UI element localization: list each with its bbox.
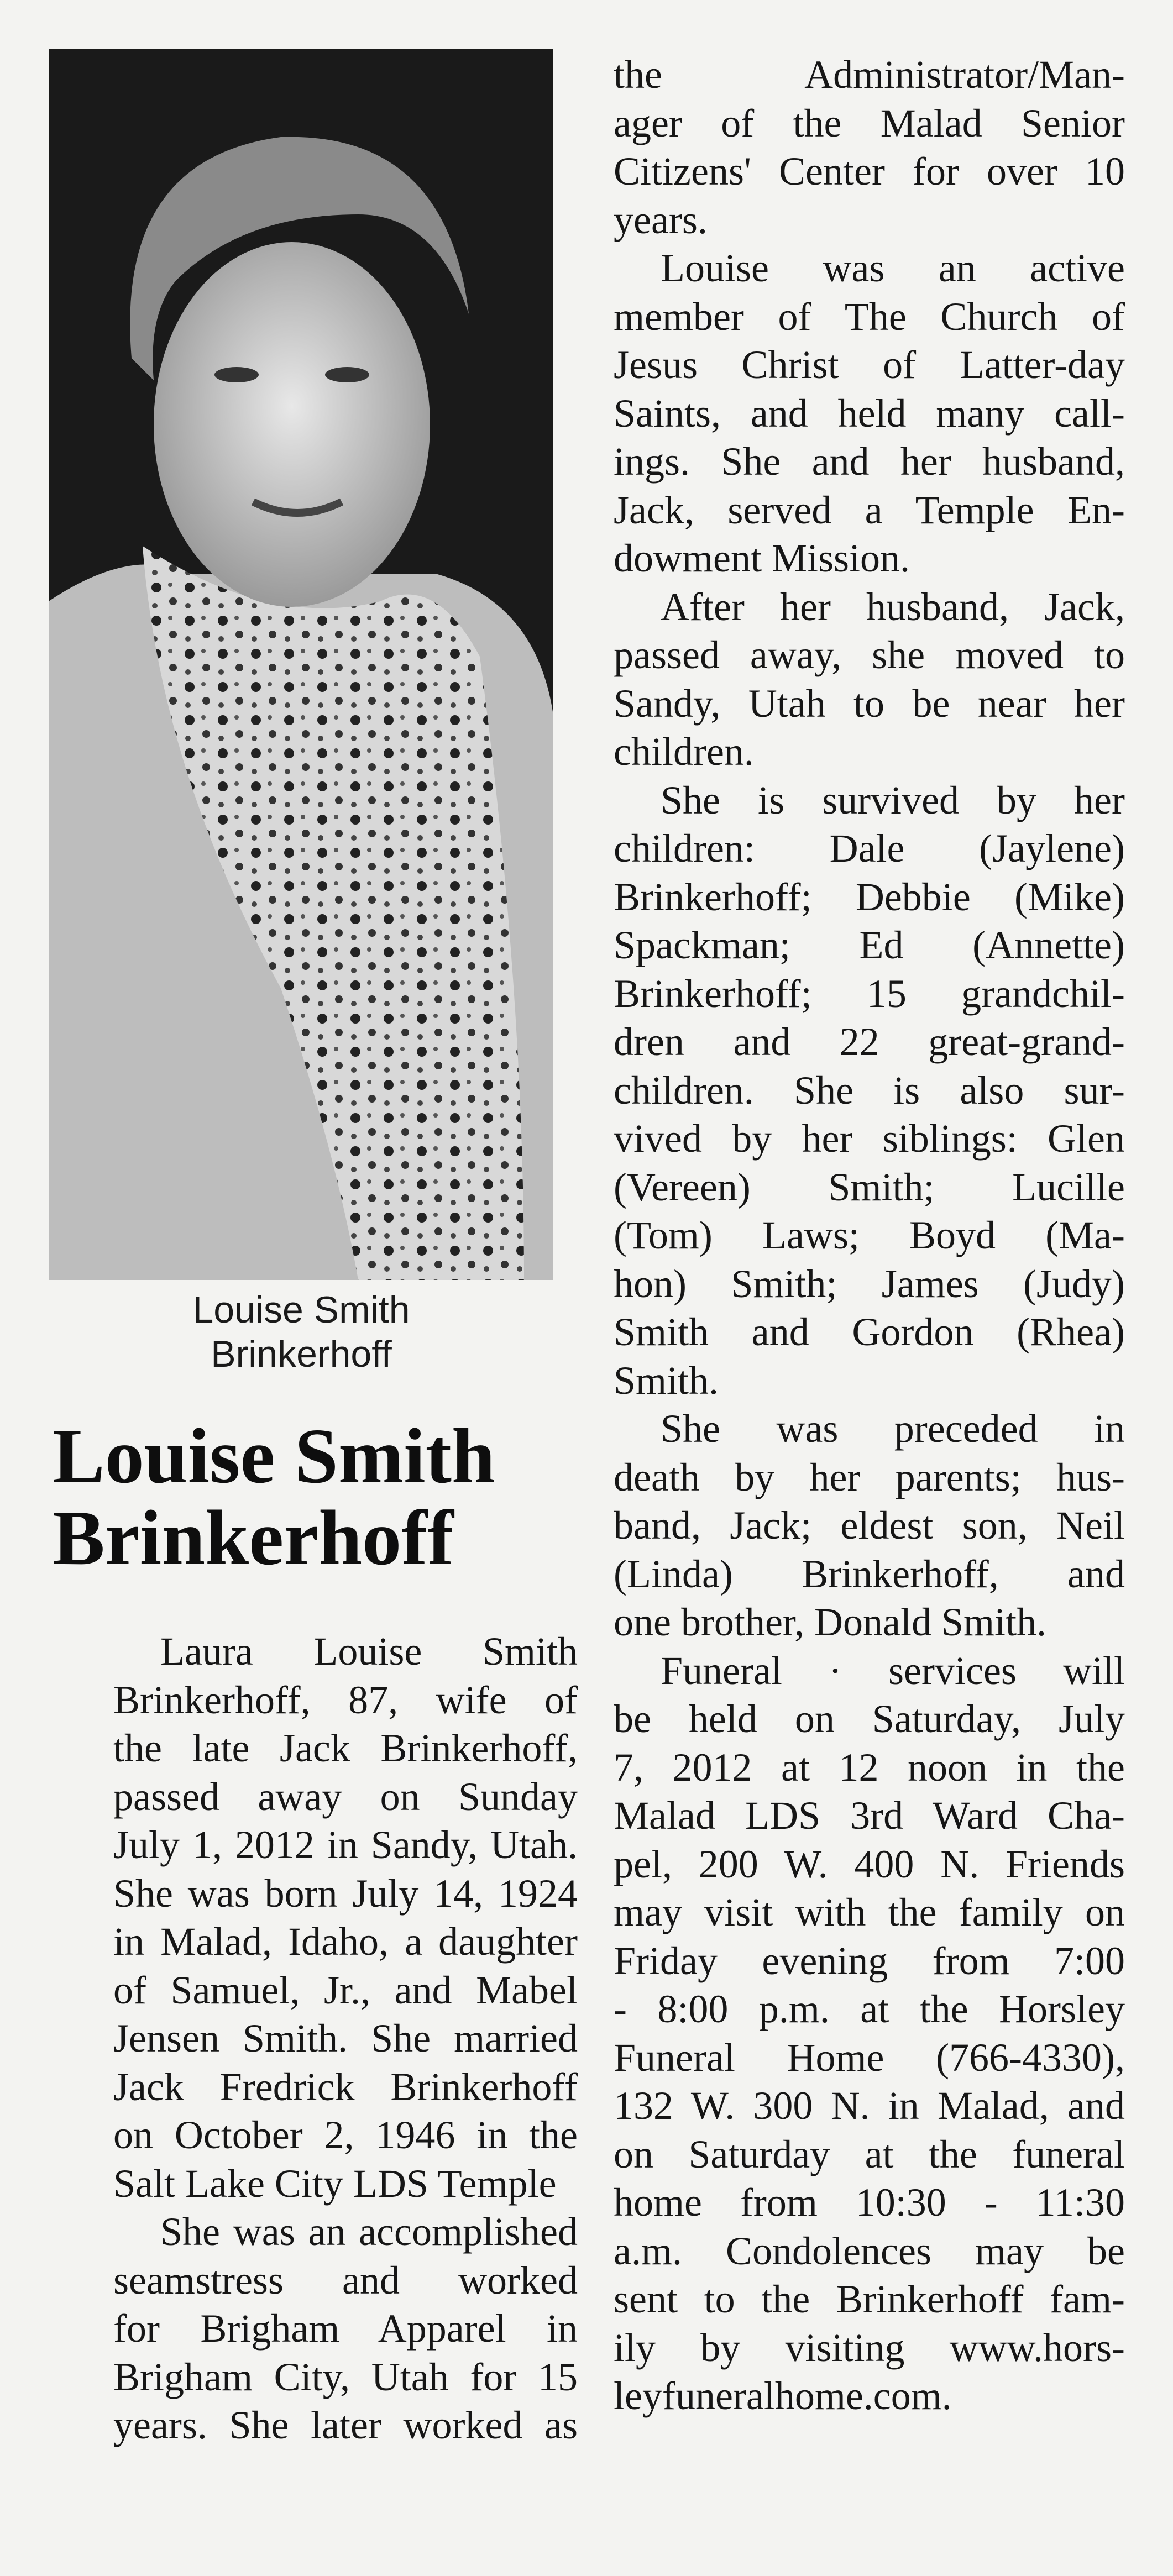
- title-line: Brinkerhoff: [53, 1494, 454, 1581]
- text-line: Funeral · services will: [661, 1648, 1125, 1693]
- text-line: Spackman; Ed (Annette): [614, 923, 1125, 967]
- text-line: (Vereen) Smith; Lucille: [614, 1164, 1125, 1209]
- text-line: She was born July 14, 1924: [113, 1871, 578, 1916]
- text-line: Jack, served a Temple En-: [614, 487, 1125, 532]
- text-line: ager of the Malad Senior: [614, 101, 1125, 145]
- text-line: one brother, Donald Smith.: [614, 1600, 1046, 1644]
- text-line: Brinkerhoff, 87, wife of: [113, 1677, 578, 1722]
- photo-caption: [50, 1288, 553, 1376]
- text-line: (Tom) Laws; Boyd (Ma-: [614, 1213, 1125, 1257]
- text-line: passed away, she moved to: [614, 633, 1125, 677]
- obituary-title: [53, 1412, 583, 1581]
- text-line: Jack Fredrick Brinkerhoff: [113, 2064, 578, 2109]
- text-line: in Malad, Idaho, a daughter: [113, 1919, 578, 1964]
- text-line: seamstress and worked: [113, 2258, 578, 2302]
- text-line: band, Jack; eldest son, Neil: [614, 1503, 1125, 1547]
- text-line: Louise was an active: [661, 246, 1125, 290]
- text-line: dowment Mission.: [614, 536, 910, 580]
- text-line: Saints, and held many call-: [614, 391, 1125, 436]
- text-line: Citizens' Center for over 10: [614, 149, 1125, 193]
- text-line: member of The Church of: [614, 294, 1125, 339]
- text-line: Smith.: [614, 1358, 719, 1403]
- text-line: passed away on Sunday: [113, 1774, 578, 1819]
- portrait-image: [49, 49, 553, 1280]
- text-line: Jesus Christ of Latter-day: [614, 343, 1125, 387]
- text-line: dren and 22 great-grand-: [614, 1020, 1125, 1064]
- text-line: She is survived by her: [661, 778, 1125, 822]
- text-line: After her husband, Jack,: [661, 584, 1125, 629]
- text-line: may visit with the family on: [614, 1890, 1125, 1934]
- text-line: She was preceded in: [661, 1407, 1125, 1451]
- text-line: Salt Lake City LDS Temple: [113, 2161, 557, 2206]
- text-line: a.m. Condolences may be: [614, 2228, 1125, 2273]
- text-line: years. She later worked as: [113, 2403, 578, 2447]
- text-line: ings. She and her husband,: [614, 439, 1125, 484]
- text-line: children.: [614, 730, 754, 774]
- text-line: Brinkerhoff; Debbie (Mike): [614, 874, 1125, 919]
- text-line: be held on Saturday, July: [614, 1697, 1125, 1741]
- text-line: Friday evening from 7:00: [614, 1938, 1125, 1983]
- text-line: She was an accomplished: [160, 2210, 578, 2254]
- text-line: the Administrator/Man-: [614, 53, 1125, 97]
- text-line: Funeral Home (766-4330),: [614, 2035, 1125, 2080]
- text-line: death by her parents; hus-: [614, 1455, 1125, 1499]
- text-line: on October 2, 1946 in the: [113, 2113, 578, 2157]
- text-line: July 1, 2012 in Sandy, Utah.: [113, 1823, 578, 1867]
- text-line: vived by her siblings: Glen: [614, 1116, 1125, 1161]
- text-line: children. She is also sur-: [614, 1068, 1125, 1113]
- text-line: 132 W. 300 N. in Malad, and: [614, 2084, 1125, 2128]
- text-line: - 8:00 p.m. at the Horsley: [614, 1987, 1125, 2031]
- caption-line: Brinkerhoff: [211, 1333, 392, 1375]
- text-line: Malad LDS 3rd Ward Cha-: [614, 1793, 1125, 1838]
- text-line: home from 10:30 - 11:30: [614, 2180, 1125, 2225]
- portrait-photo: [49, 49, 553, 1280]
- text-line: on Saturday at the funeral: [614, 2132, 1125, 2176]
- text-line: (Linda) Brinkerhoff, and: [614, 1551, 1125, 1596]
- text-line: 7, 2012 at 12 noon in the: [614, 1745, 1125, 1790]
- title-line: Louise Smith: [53, 1412, 495, 1499]
- left-text-column: [113, 1628, 578, 2450]
- text-line: sent to the Brinkerhoff fam-: [614, 2277, 1125, 2321]
- text-line: Jensen Smith. She married: [113, 2016, 578, 2060]
- text-line: ily by visiting www.hors-: [614, 2325, 1125, 2370]
- text-line: Brinkerhoff; 15 grandchil-: [614, 971, 1125, 1016]
- text-line: of Samuel, Jr., and Mabel: [113, 1968, 578, 2012]
- text-line: Sandy, Utah to be near her: [614, 681, 1125, 726]
- text-line: pel, 200 W. 400 N. Friends: [614, 1842, 1125, 1886]
- text-line: Laura Louise Smith: [160, 1629, 578, 1673]
- text-line: for Brigham Apparel in: [113, 2306, 578, 2351]
- text-line: leyfuneralhome.com.: [614, 2374, 952, 2418]
- text-line: Smith and Gordon (Rhea): [614, 1310, 1125, 1354]
- text-line: children: Dale (Jaylene): [614, 826, 1125, 870]
- right-text-column: [614, 51, 1125, 2421]
- caption-line: Louise Smith: [192, 1289, 410, 1331]
- text-line: Brigham City, Utah for 15: [113, 2354, 578, 2399]
- text-line: hon) Smith; James (Judy): [614, 1261, 1125, 1306]
- text-line: the late Jack Brinkerhoff,: [113, 1726, 578, 1770]
- text-line: years.: [614, 197, 708, 242]
